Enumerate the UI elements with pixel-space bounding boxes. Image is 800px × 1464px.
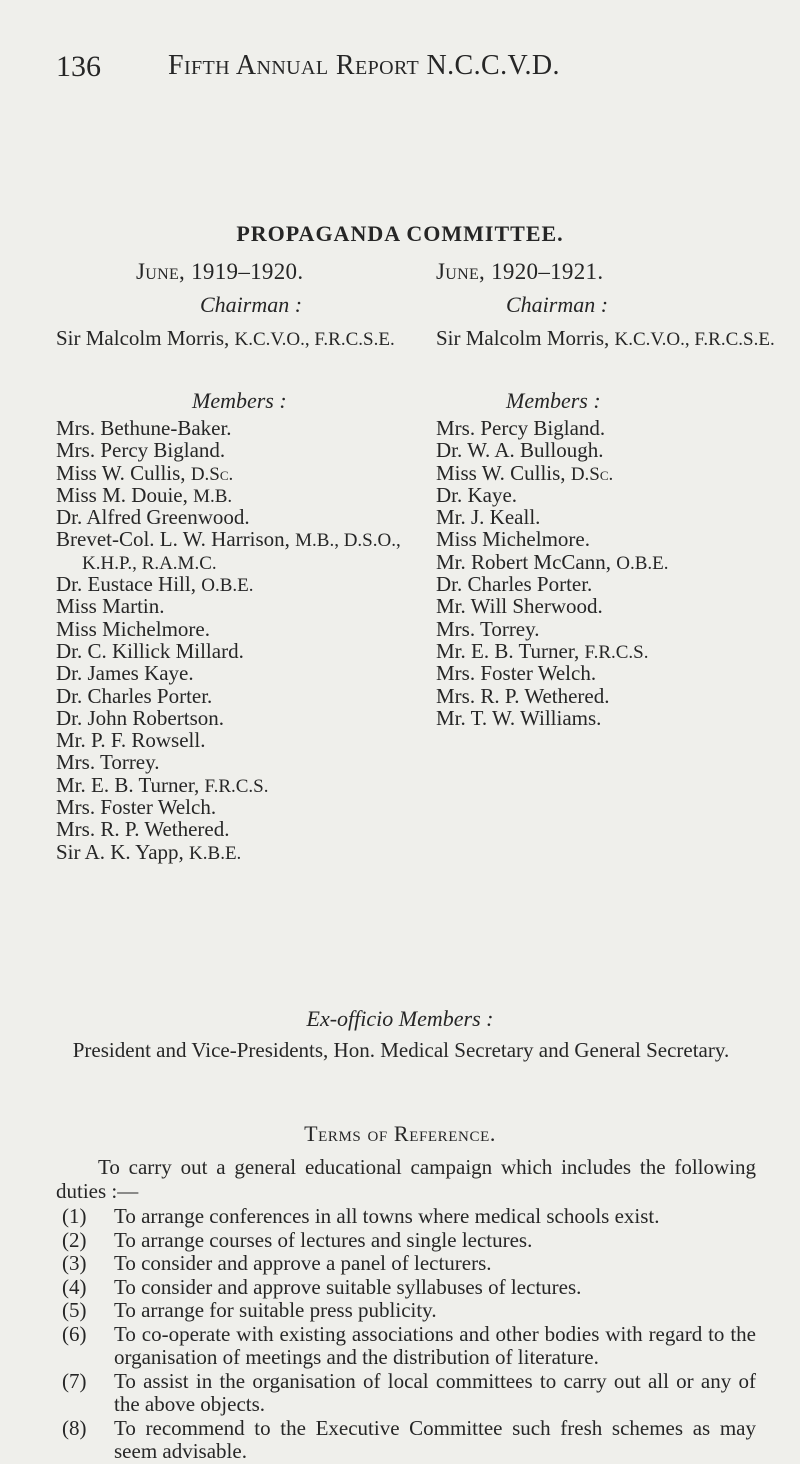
duty-text: To consider and approve a panel of lecturers. <box>114 1251 492 1275</box>
member-name: Mrs. Foster Welch. <box>436 661 597 686</box>
member-name: Mr. T. W. Williams. <box>436 705 602 730</box>
member-item <box>56 841 426 863</box>
member-item <box>56 462 426 484</box>
column-1920-1921 <box>436 256 796 729</box>
chairman-degrees: K.C.V.O., F.R.C.S.E. <box>234 329 395 350</box>
duty-number: (1) <box>62 1204 87 1228</box>
member-degree: D.Sc. <box>570 463 614 485</box>
member-item <box>56 796 426 818</box>
member-name: Mrs. Torrey. <box>436 616 540 641</box>
member-degree: M.B., D.S.O., <box>295 530 401 552</box>
member-item <box>56 506 426 528</box>
member-name: Miss Michelmore. <box>436 527 590 552</box>
ex-officio-label: Ex-officio Members : <box>306 1006 494 1031</box>
terms-heading: Terms of Reference. <box>304 1121 496 1146</box>
duty-item <box>56 1370 756 1417</box>
duty-number: (7) <box>62 1368 87 1393</box>
member-item <box>56 662 426 684</box>
members-label: Members : <box>506 388 601 413</box>
ex-officio-text: President and Vice-Presidents, Hon. Medical Secretary and General Secretary. <box>72 1038 730 1062</box>
member-item <box>56 751 426 773</box>
duty-number: (8) <box>62 1415 87 1440</box>
member-degree: F.R.C.S. <box>584 641 649 663</box>
member-name: Miss W. Cullis, <box>436 460 566 485</box>
duty-item <box>56 1252 756 1276</box>
member-name: Miss Martin. <box>56 594 165 619</box>
member-name: Mr. Robert McCann, <box>436 549 611 574</box>
member-name: Dr. James Kaye. <box>56 661 194 686</box>
committee-title: PROPAGANDA COMMITTEE. <box>236 221 564 246</box>
chairman-name: Sir Malcolm Morris, <box>436 326 610 350</box>
duty-text: To co-operate with existing associations and other bodies with regard to the organisation of meetings and the distribution of literature. <box>114 1321 756 1369</box>
member-item <box>436 618 796 640</box>
member-name: Miss Michelmore. <box>56 616 210 641</box>
member-degree: K.B.E. <box>189 842 242 864</box>
member-item <box>436 595 796 617</box>
member-item-continued <box>56 551 426 573</box>
member-item <box>436 662 796 684</box>
member-name: Dr. C. Killick Millard. <box>56 638 244 663</box>
duty-number: (3) <box>62 1251 87 1275</box>
duty-text: To arrange courses of lectures and single lectures. <box>114 1227 533 1252</box>
member-item <box>56 818 426 840</box>
duty-text: To assist in the organisation of local committees to carry out all or any of the above objects. <box>114 1368 756 1416</box>
year-heading: June, 1919–1920. <box>136 259 304 284</box>
member-item <box>436 462 796 484</box>
members-label: Members : <box>192 388 287 413</box>
member-name: Dr. W. A. Bullough. <box>436 438 604 463</box>
member-item <box>56 439 426 461</box>
duty-number: (5) <box>62 1298 87 1322</box>
duty-text: To recommend to the Executive Committee such fresh schemes as may seem advisable. <box>114 1415 756 1463</box>
member-name: Mrs. Torrey. <box>56 750 160 775</box>
member-name: Mrs. R. P. Wethered. <box>436 683 610 708</box>
member-item <box>56 484 426 506</box>
member-item <box>436 707 796 729</box>
member-item <box>56 618 426 640</box>
member-item <box>56 417 426 439</box>
member-item <box>436 551 796 573</box>
member-name: Miss W. Cullis, <box>56 460 186 485</box>
chairman-label: Chairman : <box>506 292 609 317</box>
member-name: Mrs. Bethune-Baker. <box>56 416 232 440</box>
chairman-name: Sir Malcolm Morris, <box>56 326 230 350</box>
terms-intro: To carry out a general educational campaign which includes the following duties :— <box>56 1155 756 1203</box>
member-degree: F.R.C.S. <box>204 775 269 797</box>
member-item <box>56 595 426 617</box>
duty-item <box>56 1276 756 1300</box>
duty-item <box>56 1323 756 1370</box>
member-degree: D.Sc. <box>190 463 234 485</box>
duty-text: To arrange for suitable press publicity. <box>114 1298 437 1322</box>
member-name: Dr. John Robertson. <box>56 705 224 730</box>
member-name: Mrs. Percy Bigland. <box>56 438 226 463</box>
member-item <box>56 528 426 550</box>
member-name: Dr. Charles Porter. <box>436 572 593 597</box>
duty-item <box>56 1299 756 1323</box>
chairman-entry <box>56 322 426 354</box>
member-item <box>56 573 426 595</box>
member-name: Dr. Kaye. <box>436 482 518 507</box>
duty-item <box>56 1205 756 1229</box>
member-item <box>436 506 796 528</box>
member-name: Mr. J. Keall. <box>436 505 541 530</box>
member-name: Mrs. R. P. Wethered. <box>56 817 230 842</box>
member-name: Mrs. Percy Bigland. <box>436 416 606 440</box>
member-item <box>436 573 796 595</box>
member-list <box>436 417 796 729</box>
member-name: Dr. Alfred Greenwood. <box>56 505 250 530</box>
duty-item <box>56 1417 756 1464</box>
member-degree: K.H.P., R.A.M.C. <box>82 552 217 574</box>
member-item <box>56 774 426 796</box>
member-item <box>436 640 796 662</box>
running-head: Fifth Annual Report N.C.C.V.D. <box>168 50 560 81</box>
member-item <box>436 439 796 461</box>
duty-item <box>56 1229 756 1253</box>
member-item <box>56 685 426 707</box>
member-name: Mrs. Foster Welch. <box>56 795 217 820</box>
member-item <box>56 640 426 662</box>
page-number: 136 <box>56 50 101 83</box>
duty-text: To arrange conferences in all towns where medical schools exist. <box>114 1204 660 1228</box>
chairman-label: Chairman : <box>200 292 303 317</box>
member-name: Mr. P. F. Rowsell. <box>56 728 206 753</box>
duty-number: (2) <box>62 1227 87 1252</box>
member-item <box>436 484 796 506</box>
duty-number: (4) <box>62 1274 87 1299</box>
member-degree: O.B.E. <box>616 552 669 574</box>
member-item <box>56 707 426 729</box>
member-item <box>56 729 426 751</box>
chairman-entry <box>436 322 796 354</box>
member-degree: M.B. <box>193 485 233 507</box>
duties-list <box>56 1205 756 1464</box>
member-item <box>436 417 796 439</box>
member-name: Dr. Charles Porter. <box>56 683 213 708</box>
member-name: Brevet-Col. L. W. Harrison, <box>56 527 290 552</box>
duty-number: (6) <box>62 1321 87 1346</box>
member-name: Dr. Eustace Hill, <box>56 572 196 597</box>
member-list <box>56 417 426 863</box>
column-1919-1920 <box>56 256 426 863</box>
member-degree: O.B.E. <box>201 575 254 597</box>
chairman-degrees: K.C.V.O., F.R.C.S.E. <box>614 329 775 350</box>
duty-text: To consider and approve suitable syllabuses of lectures. <box>114 1274 582 1299</box>
member-name: Mr. E. B. Turner, <box>436 638 580 663</box>
member-item <box>436 528 796 550</box>
member-name: Mr. Will Sherwood. <box>436 594 603 619</box>
page-header <box>56 50 756 90</box>
member-name: Sir A. K. Yapp, <box>56 839 184 864</box>
member-item <box>436 685 796 707</box>
member-name: Mr. E. B. Turner, <box>56 772 200 797</box>
member-name: Miss M. Douie, <box>56 482 188 507</box>
year-heading: June, 1920–1921. <box>436 259 604 284</box>
